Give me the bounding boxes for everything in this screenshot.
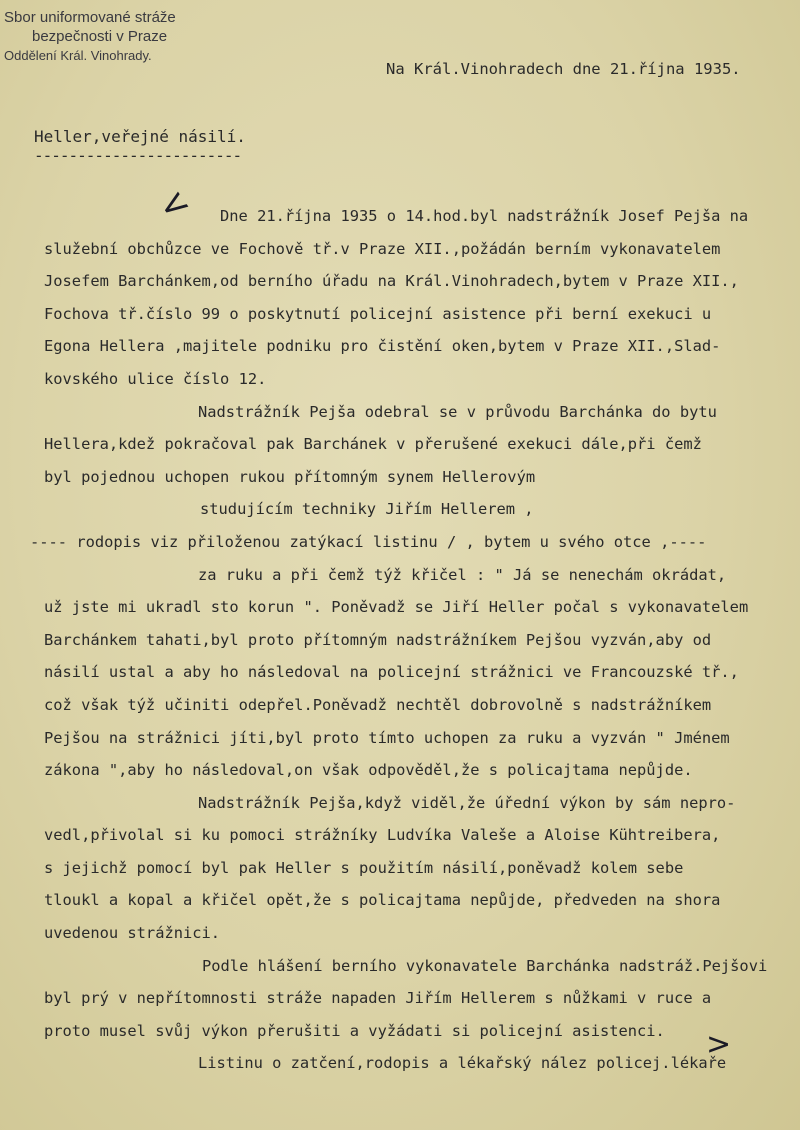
department-stamp (4, 8, 176, 65)
handwritten-bracket-mark: < (151, 180, 198, 230)
body-line: Nadstrážník Pejša odebral se v průvodu Barchánka do bytu (198, 402, 717, 421)
body-line: kovského ulice číslo 12. (44, 369, 267, 388)
body-line: už jste mi ukradl sto korun ". Poněvadž se Jiří Heller počal s vykonavatelem (44, 598, 749, 617)
handwritten-arrow-mark: > (706, 1027, 732, 1062)
body-line: Hellera,kdež pokračoval pak Barchánek v přerušené exekuci dále,při čemž (44, 435, 702, 454)
body-line: Josefem Barchánkem,od berního úřadu na Král.Vinohradech,bytem v Praze XII., (44, 272, 739, 291)
body-line: Pejšou na strážnici jíti,byl proto tímto uchopen za ruku a vyzván " Jménem (44, 728, 730, 747)
body-line: uvedenou strážnici. (44, 924, 221, 943)
subject-underline: ------------------------ (34, 146, 242, 165)
body-line: tloukl a kopal a křičel opět,že s policajtama nepůjde, předveden na shora (44, 891, 721, 910)
body-line: Podle hlášení berního vykonavatele Barchánka nadstráž.Pejšovi (202, 956, 768, 975)
body-line: za ruku a při čemž týž křičel : " Já se nenechám okrádat, (198, 565, 727, 584)
body-line: Egona Hellera ,majitele podniku pro čistění oken,bytem v Praze XII.,Slad- (44, 337, 721, 356)
body-line: Listinu o zatčení,rodopis a lékařský nález policej.lékaře (198, 1054, 727, 1073)
stamp-line: Sbor uniformované stráže (4, 9, 176, 26)
body-line: Barchánkem tahati,byl proto přítomným nadstrážníkem Pejšou vyzván,aby od (44, 630, 712, 649)
dateline: Na Král.Vinohradech dne 21.října 1935. (386, 60, 741, 78)
body-line: Dne 21.října 1935 o 14.hod.byl nadstrážník Josef Pejša na (220, 207, 749, 225)
stamp-line: Oddělení Král. Vinohrady. (4, 48, 152, 63)
body-line: násilí ustal a aby ho následoval na policejní strážnici ve Francouzské tř., (44, 663, 739, 682)
body-line: což však týž učiniti odepřel.Poněvadž nechtěl dobrovolně s nadstrážníkem (44, 695, 712, 714)
body-line: vedl,přivolal si ku pomoci strážníky Ludvíka Valeše a Aloise Kühtreibera, (44, 826, 721, 845)
body-line: zákona ",aby ho následoval,on však odpověděl,že s policajtama nepůjde. (44, 761, 693, 780)
body-line: služební obchůzce ve Fochově tř.v Praze XII.,požádán berním vykonavatelem (44, 239, 721, 258)
subject-heading: Heller,veřejné násilí. (34, 127, 246, 146)
body-line: proto musel svůj výkon přerušiti a vyžádati si policejní asistenci. (44, 1021, 665, 1040)
body-line: s jejichž pomocí byl pak Heller s použitím násilí,poněvadž kolem sebe (44, 858, 684, 877)
body-line: studujícím techniky Jiřím Hellerem , (200, 500, 534, 519)
body-line: Nadstrážník Pejša,když viděl,že úřední výkon by sám nepro- (198, 793, 736, 812)
stamp-line: bezpečnosti v Praze (32, 28, 168, 45)
body-line: byl prý v nepřítomnosti stráže napaden Jiřím Hellerem s nůžkami v ruce a (44, 989, 712, 1008)
body-line: Fochova tř.číslo 99 o poskytnutí policejní asistence při berní exekuci u (44, 304, 712, 323)
report-body (30, 200, 784, 1080)
body-line: byl pojednou uchopen rukou přítomným synem Hellerovým (44, 467, 536, 486)
body-line: ---- rodopis viz přiloženou zatýkací listinu / , bytem u svého otce ,---- (30, 532, 707, 551)
